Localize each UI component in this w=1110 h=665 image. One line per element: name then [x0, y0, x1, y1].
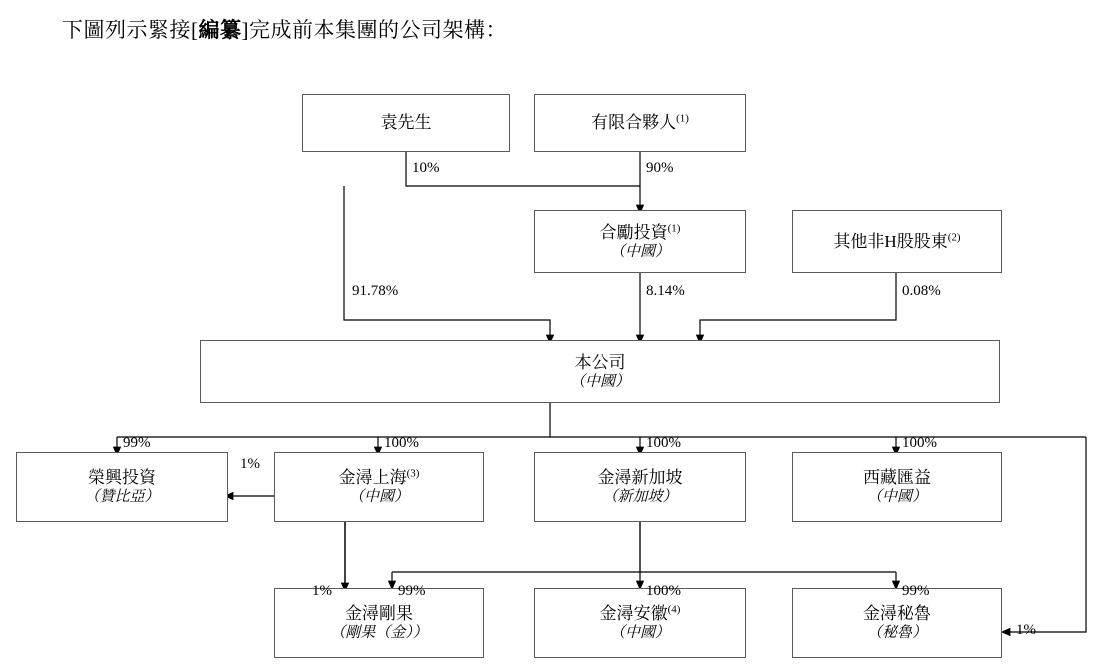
- node-heli-investment-region: （中國）: [609, 243, 670, 260]
- node-jinxun-peru: [792, 588, 1002, 658]
- node-other-non-h-shareholders-label: 其他非H股股東$^{(2)}$: [833, 231, 961, 251]
- node-company-region: （中國）: [569, 373, 630, 390]
- node-rongxing-investment-label: 榮興投資: [88, 468, 156, 487]
- node-xizang-huiyi-label: 西藏匯益: [863, 468, 931, 487]
- label-heli-to-company: 8.14%: [646, 283, 685, 299]
- label-jinxun-shanghai-to-congo: 1%: [312, 583, 332, 599]
- label-company-to-xizang: 100%: [902, 435, 937, 451]
- node-jinxun-shanghai-region: （中國）: [348, 489, 409, 506]
- node-jinxun-shanghai-label: 金潯上海$^{(3)}$: [338, 467, 420, 487]
- node-jinxun-congo: [274, 588, 484, 658]
- label-jinxun-singapore-to-congo: 99%: [398, 583, 426, 599]
- label-jinxun-singapore-to-anhui: 100%: [646, 583, 681, 599]
- node-rongxing-investment-region: （贊比亞）: [84, 489, 160, 506]
- node-limited-partner: [534, 94, 746, 152]
- page-caption: [62, 14, 507, 44]
- node-xizang-huiyi-region: （中國）: [866, 489, 927, 506]
- node-jinxun-anhui: [534, 588, 746, 658]
- node-company-label: 本公司: [574, 352, 626, 372]
- label-otherh-to-company: 0.08%: [902, 283, 941, 299]
- node-heli-investment: [534, 210, 746, 273]
- node-yuan: [302, 94, 510, 152]
- caption-before: 下圖列示緊接[: [62, 18, 199, 42]
- node-jinxun-peru-region: （秘魯）: [866, 625, 927, 642]
- label-yuan-to-company: 91.78%: [352, 283, 399, 299]
- node-yuan-label: 袁先生: [380, 113, 432, 133]
- caption-after: ]完成前本集團的公司架構：: [241, 18, 507, 42]
- node-jinxun-anhui-label: 金潯安徽$^{(4)}$: [599, 603, 681, 623]
- label-company-to-jinxun-shanghai: 100%: [384, 435, 419, 451]
- node-heli-investment-label: 合勵投資$^{(1)}$: [599, 221, 681, 242]
- node-jinxun-anhui-region: （中國）: [609, 625, 670, 642]
- label-yuan-to-heli: 10%: [412, 160, 440, 176]
- node-xizang-huiyi: [792, 452, 1002, 522]
- node-jinxun-singapore-label: 金潯新加坡: [597, 468, 683, 487]
- label-lp-to-heli: 90%: [646, 160, 674, 176]
- node-jinxun-peru-label: 金潯秘魯: [863, 604, 931, 623]
- node-jinxun-singapore-region: （新加坡）: [602, 489, 678, 506]
- label-company-to-rongxing: 99%: [123, 435, 151, 451]
- node-jinxun-congo-label: 金潯剛果: [345, 604, 413, 623]
- node-jinxun-shanghai: [274, 452, 484, 522]
- node-company: [200, 340, 1000, 403]
- label-company-to-peru: 1%: [1016, 622, 1036, 638]
- node-limited-partner-label: 有限合夥人$^{(1)}$: [591, 112, 689, 133]
- label-company-to-jinxun-singapore: 100%: [646, 435, 681, 451]
- node-rongxing-investment: [16, 452, 228, 522]
- node-jinxun-singapore: [534, 452, 746, 522]
- label-jinxun-singapore-to-peru: 99%: [902, 583, 930, 599]
- label-jinxun-shanghai-to-rongxing: 1%: [240, 456, 260, 472]
- node-other-non-h-shareholders: [792, 210, 1002, 273]
- caption-bold: 編纂: [198, 18, 242, 42]
- node-jinxun-congo-region: （剛果（金））: [330, 625, 428, 642]
